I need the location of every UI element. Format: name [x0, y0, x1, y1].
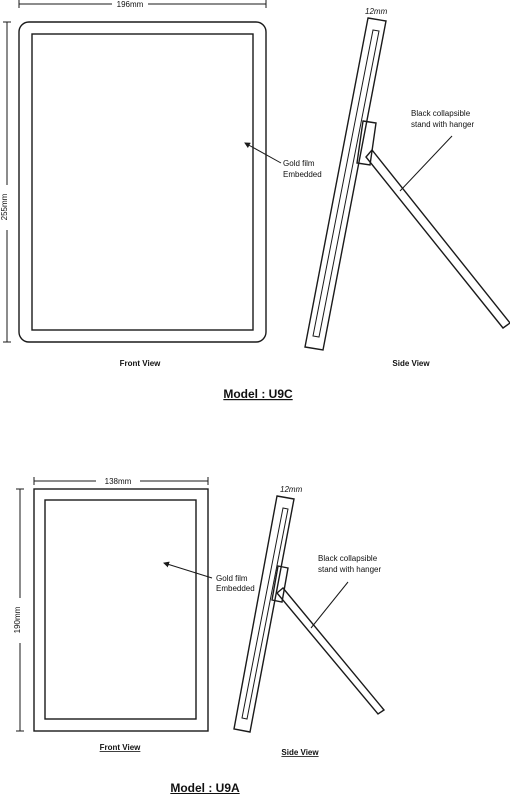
- u9c-height-label: 255mm: [0, 193, 9, 221]
- u9c-stand-leader-line: [400, 136, 452, 191]
- u9a-film-leader-line: [164, 563, 212, 578]
- u9a-front-frame-inner: [45, 500, 196, 719]
- u9c-stand-label-line1: Black collapsible: [411, 109, 471, 118]
- u9c-width-dimension: [19, 0, 266, 9]
- u9c-height-dimension: [0, 22, 11, 342]
- u9a-group: [13, 477, 384, 794]
- u9c-stand: [357, 121, 510, 328]
- u9c-front-frame-outer: [19, 22, 266, 342]
- u9a-height-dimension: [13, 489, 24, 731]
- u9a-film-label-line1: Gold film: [216, 574, 248, 583]
- u9a-width-dimension: [34, 477, 208, 486]
- u9c-film-label-line1: Gold film: [283, 159, 315, 168]
- u9c-model-title: Model : U9C: [223, 387, 293, 401]
- u9a-side-view-panel: [234, 496, 294, 732]
- u9c-film-leader-line: [245, 143, 281, 163]
- u9a-width-label: 138mm: [104, 477, 132, 486]
- u9c-depth-label: 12mm: [365, 7, 388, 16]
- u9c-front-view-caption: Front View: [119, 359, 161, 368]
- u9a-depth-label: 12mm: [280, 485, 303, 494]
- u9c-front-frame-inner: [32, 34, 253, 330]
- u9a-front-view-caption: Front View: [99, 743, 141, 752]
- u9c-stand-label-line2: stand with hanger: [411, 120, 475, 129]
- u9a-stand-leader-line: [311, 582, 348, 628]
- u9a-side-view-caption: Side View: [281, 748, 319, 757]
- u9a-stand-label-line2: stand with hanger: [318, 565, 382, 574]
- u9c-film-label-line2: Embedded: [283, 170, 322, 179]
- u9c-side-view-caption: Side View: [392, 359, 430, 368]
- u9a-height-label: 190mm: [13, 606, 22, 634]
- u9c-width-label: 196mm: [116, 0, 144, 9]
- u9a-stand: [272, 566, 384, 714]
- u9a-model-title: Model : U9A: [170, 781, 240, 794]
- u9a-stand-label-line1: Black collapsible: [318, 554, 378, 563]
- u9a-front-frame-outer: [34, 489, 208, 731]
- u9c-side-view-panel: [305, 18, 386, 350]
- u9a-film-label-line2: Embedded: [216, 584, 255, 593]
